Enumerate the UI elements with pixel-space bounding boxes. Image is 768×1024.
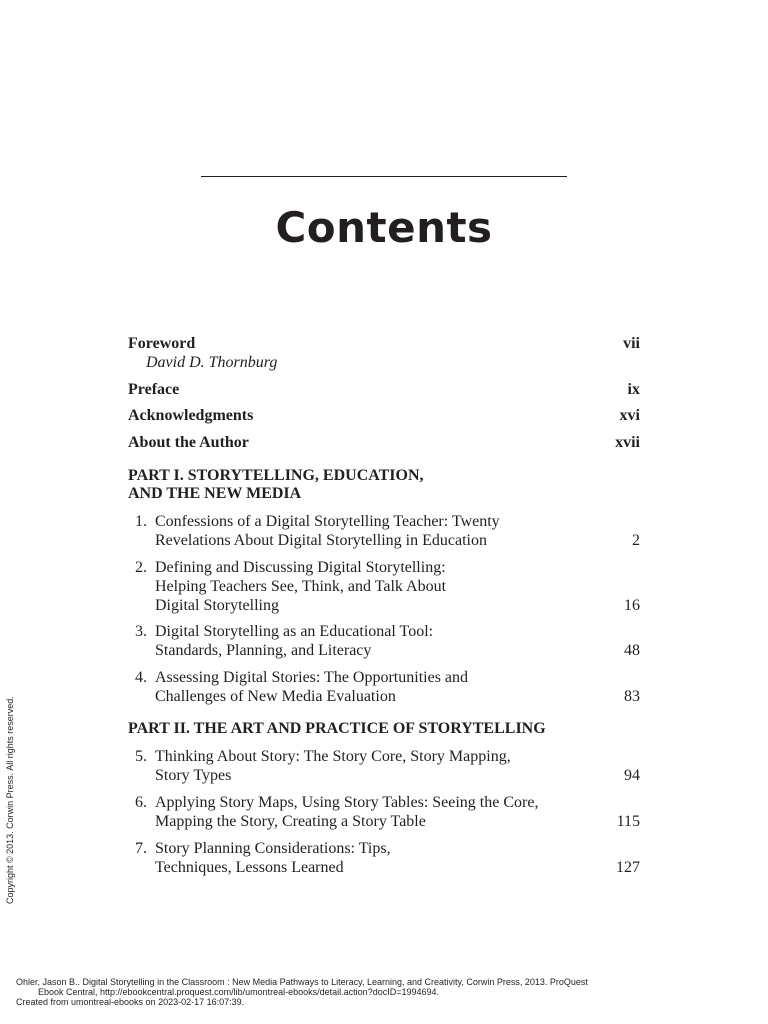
chapter-title-line: Defining and Discussing Digital Storytelling: xyxy=(155,559,446,576)
toc-chapter-3[interactable] xyxy=(128,622,640,660)
chapter-page: 127 xyxy=(616,859,640,876)
toc-entry-page: vii xyxy=(623,335,640,352)
toc-entry-title: Acknowledgments xyxy=(128,407,254,424)
toc-entry-preface[interactable] xyxy=(128,381,640,399)
chapter-page: 115 xyxy=(616,813,640,830)
toc-chapter-5[interactable] xyxy=(128,747,640,785)
footer-citation xyxy=(16,977,588,1007)
chapter-title-line: Standards, Planning, and Literacy xyxy=(155,642,372,659)
chapter-title-line: Digital Storytelling as an Educational Tool: xyxy=(155,623,434,640)
toc-entry-acknowledgments[interactable] xyxy=(128,407,640,425)
chapter-title-line: Thinking About Story: The Story Core, Story Mapping, xyxy=(155,748,511,765)
chapter-title-line: Mapping the Story, Creating a Story Table xyxy=(155,813,426,830)
part-heading-line: AND THE NEW MEDIA xyxy=(128,485,302,502)
chapter-number: 1. xyxy=(135,513,147,530)
toc-chapter-1[interactable] xyxy=(128,512,640,550)
chapter-page: 94 xyxy=(624,767,640,784)
side-copyright: Copyright © 2013. Corwin Press. All rights reserved. xyxy=(5,696,15,904)
footer-line: Ebook Central, http://ebookcentral.proquest.com/lib/umontreal-ebooks/detail.action?docID=1994694. xyxy=(38,987,439,997)
foreword-author: David D. Thornburg xyxy=(146,354,278,371)
toc-chapter-2[interactable] xyxy=(128,558,640,615)
toc-entry-page: xvi xyxy=(619,407,640,424)
chapter-title-line: Story Planning Considerations: Tips, xyxy=(155,840,391,857)
part-heading xyxy=(128,467,424,503)
footer-line: Created from umontreal-ebooks on 2023-02-17 16:07:39. xyxy=(16,997,245,1007)
page-title: Contents xyxy=(275,203,493,252)
chapter-page: 48 xyxy=(624,642,640,659)
chapter-title-line: Digital Storytelling xyxy=(155,597,279,614)
chapter-number: 2. xyxy=(135,559,147,576)
toc-entry-page: ix xyxy=(627,381,640,398)
toc-chapter-7[interactable] xyxy=(128,839,640,877)
toc-entry-title: About the Author xyxy=(128,434,249,451)
chapter-title-line: Story Types xyxy=(155,767,232,784)
toc-chapter-6[interactable] xyxy=(128,793,640,831)
chapter-page: 83 xyxy=(624,688,640,705)
part-heading-line: PART I. STORYTELLING, EDUCATION, xyxy=(128,467,424,484)
top-rule xyxy=(201,176,567,177)
chapter-title-line: Confessions of a Digital Storytelling Teacher: Twenty xyxy=(155,513,500,530)
chapter-number: 7. xyxy=(135,840,147,857)
chapter-title-line: Challenges of New Media Evaluation xyxy=(155,688,396,705)
chapter-title-line: Techniques, Lessons Learned xyxy=(155,859,344,876)
toc-chapter-4[interactable] xyxy=(128,668,640,706)
toc-entry-title: Preface xyxy=(128,381,180,398)
part-heading xyxy=(128,720,546,738)
chapter-number: 4. xyxy=(135,669,147,686)
toc-entry-title: Foreword xyxy=(128,335,196,352)
chapter-title-line: Assessing Digital Stories: The Opportunities and xyxy=(155,669,469,686)
footer-line: Ohler, Jason B.. Digital Storytelling in the Classroom : New Media Pathways to Literacy, Learning, and Creativity, Corwin Press, 2013. ProQuest xyxy=(16,977,588,987)
chapter-title-line: Applying Story Maps, Using Story Tables: Seeing the Core, xyxy=(155,794,539,811)
chapter-number: 6. xyxy=(135,794,147,811)
chapter-number: 5. xyxy=(135,748,147,765)
chapter-number: 3. xyxy=(135,623,147,640)
chapter-title-line: Helping Teachers See, Think, and Talk About xyxy=(155,578,447,595)
chapter-page: 16 xyxy=(624,597,640,614)
toc-entry-foreword[interactable] xyxy=(128,335,640,353)
part-heading-line: PART II. THE ART AND PRACTICE OF STORYTELLING xyxy=(128,720,546,737)
chapter-title-line: Revelations About Digital Storytelling in Education xyxy=(155,532,487,549)
toc-entry-about-author[interactable] xyxy=(128,434,640,452)
toc-entry-page: xvii xyxy=(615,434,640,451)
chapter-page: 2 xyxy=(632,532,640,549)
